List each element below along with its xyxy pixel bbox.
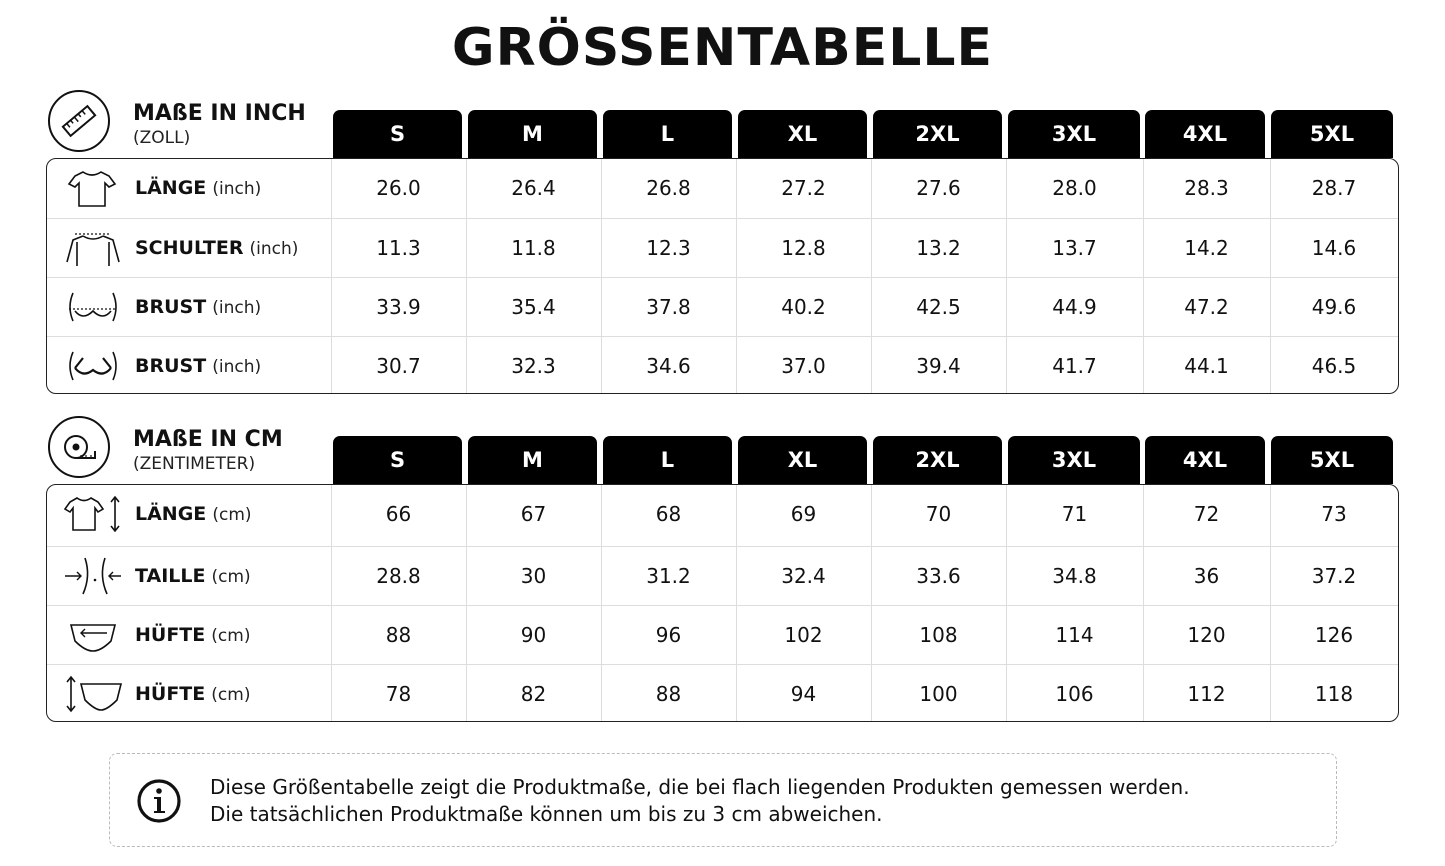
table-cell: 114 xyxy=(1055,623,1094,647)
table-cell: 26.8 xyxy=(646,176,691,200)
table-cell: 32.3 xyxy=(511,354,556,378)
size-tab-4xl: 4XL xyxy=(1145,436,1265,484)
size-tab-xl: XL xyxy=(738,436,867,484)
table-cell: 35.4 xyxy=(511,295,556,319)
table-cell: 37.0 xyxy=(781,354,826,378)
table-cell: 32.4 xyxy=(781,564,826,588)
table-row xyxy=(47,218,1399,277)
tape-measure-icon xyxy=(48,416,110,478)
size-tab-2xl: 2XL xyxy=(873,436,1002,484)
table-cell: 70 xyxy=(925,502,952,526)
table-cell: 96 xyxy=(655,623,682,647)
size-tab-l: L xyxy=(603,436,732,484)
bra-icon xyxy=(61,346,125,386)
row-unit: (inch) xyxy=(212,179,262,199)
size-tab-3xl: 3XL xyxy=(1008,110,1140,158)
table-cell: 118 xyxy=(1314,682,1354,706)
table-cell: 31.2 xyxy=(646,564,691,588)
table-cell: 66 xyxy=(385,502,412,526)
size-tab-5xl: 5XL xyxy=(1271,110,1393,158)
table-cell: 88 xyxy=(655,682,682,706)
table-cell: 37.8 xyxy=(646,295,691,319)
table-cell: 94 xyxy=(790,682,817,706)
table-cell: 12.3 xyxy=(646,236,691,260)
table-cell: 28.0 xyxy=(1052,176,1097,200)
table-cell: 12.8 xyxy=(781,236,826,260)
row-unit: (inch) xyxy=(249,239,299,259)
table-cell: 100 xyxy=(919,682,958,706)
ruler-icon xyxy=(48,90,110,152)
table-cell: 82 xyxy=(520,682,547,706)
table-row xyxy=(47,664,1399,722)
row-unit: (cm) xyxy=(211,626,251,646)
table-cell: 13.7 xyxy=(1052,236,1097,260)
hip-icon xyxy=(61,615,125,655)
table-row xyxy=(47,485,1399,545)
hip-height-icon xyxy=(61,674,125,714)
table-cell: 39.4 xyxy=(916,354,961,378)
cm-subtitle: (ZENTIMETER) xyxy=(133,454,256,474)
table-cell: 46.5 xyxy=(1311,354,1357,378)
table-cell: 88 xyxy=(385,623,412,647)
row-unit: (cm) xyxy=(211,685,251,705)
row-unit: (cm) xyxy=(211,567,251,587)
table-cell: 126 xyxy=(1314,623,1354,647)
table-cell: 68 xyxy=(655,502,682,526)
table-cell: 40.2 xyxy=(781,295,826,319)
chest-icon xyxy=(61,287,125,327)
inch-title: MAßE IN INCH xyxy=(133,101,306,126)
table-cell: 67 xyxy=(520,502,547,526)
size-tab-m: M xyxy=(468,110,597,158)
table-cell: 44.1 xyxy=(1184,354,1229,378)
table-cell: 73 xyxy=(1321,502,1347,526)
row-label: LÄNGE xyxy=(135,177,207,199)
note-line-1: Diese Größentabelle zeigt die Produktmaße, die bei flach liegenden Produkten gemessen werden. xyxy=(210,775,1190,799)
row-label: TAILLE xyxy=(135,565,206,587)
row-unit: (cm) xyxy=(212,505,252,525)
size-tab-m: M xyxy=(468,436,597,484)
table-cell: 71 xyxy=(1061,502,1088,526)
table-row xyxy=(47,605,1399,664)
table-cell: 13.2 xyxy=(916,236,961,260)
table-cell: 14.2 xyxy=(1184,236,1229,260)
row-label: SCHULTER xyxy=(135,237,244,259)
table-cell: 69 xyxy=(790,502,817,526)
table-cell: 102 xyxy=(784,623,823,647)
row-label: HÜFTE xyxy=(135,683,206,705)
page-title: GRÖSSENTABELLE xyxy=(451,18,994,78)
shoulder-icon xyxy=(61,228,125,268)
table-cell: 30.7 xyxy=(376,354,421,378)
table-cell: 112 xyxy=(1187,682,1226,706)
table-cell: 11.3 xyxy=(376,236,421,260)
table-cell: 27.6 xyxy=(916,176,961,200)
table-cell: 26.4 xyxy=(511,176,556,200)
table-cell: 27.2 xyxy=(781,176,826,200)
table-cell: 11.8 xyxy=(511,236,556,260)
row-label: BRUST xyxy=(135,296,207,318)
size-tab-5xl: 5XL xyxy=(1271,436,1393,484)
table-cell: 14.6 xyxy=(1311,236,1357,260)
table-row xyxy=(47,277,1399,336)
table-row xyxy=(47,336,1399,394)
table-cell: 34.6 xyxy=(646,354,691,378)
table-cell: 78 xyxy=(385,682,412,706)
table-cell: 26.0 xyxy=(376,176,421,200)
size-tab-xl: XL xyxy=(738,110,867,158)
table-cell: 90 xyxy=(520,623,547,647)
row-label: HÜFTE xyxy=(135,624,206,646)
cm-table xyxy=(46,484,1399,722)
tshirt-icon xyxy=(61,168,125,208)
table-cell: 47.2 xyxy=(1184,295,1229,319)
table-cell: 33.9 xyxy=(376,295,421,319)
table-cell: 108 xyxy=(919,623,958,647)
size-tab-l: L xyxy=(603,110,732,158)
table-cell: 28.7 xyxy=(1311,176,1357,200)
info-note xyxy=(109,753,1337,847)
row-unit: (inch) xyxy=(212,298,262,318)
row-label: BRUST xyxy=(135,355,207,377)
row-unit: (inch) xyxy=(212,357,262,377)
table-cell: 44.9 xyxy=(1052,295,1097,319)
table-cell: 49.6 xyxy=(1311,295,1357,319)
table-cell: 41.7 xyxy=(1052,354,1097,378)
table-cell: 120 xyxy=(1187,623,1226,647)
info-icon xyxy=(136,778,182,824)
inch-subtitle: (ZOLL) xyxy=(133,128,191,148)
table-cell: 36 xyxy=(1193,564,1220,588)
inch-table xyxy=(46,158,1399,394)
row-label: LÄNGE xyxy=(135,503,207,525)
table-cell: 72 xyxy=(1193,502,1220,526)
size-tab-2xl: 2XL xyxy=(873,110,1002,158)
table-cell: 42.5 xyxy=(916,295,961,319)
table-cell: 33.6 xyxy=(916,564,961,588)
table-cell: 34.8 xyxy=(1052,564,1097,588)
table-cell: 28.8 xyxy=(376,564,421,588)
table-cell: 28.3 xyxy=(1184,176,1229,200)
table-cell: 37.2 xyxy=(1311,564,1357,588)
table-row xyxy=(47,159,1399,217)
note-line-2: Die tatsächlichen Produktmaße können um bis zu 3 cm abweichen. xyxy=(210,802,883,826)
size-tab-3xl: 3XL xyxy=(1008,436,1140,484)
table-cell: 106 xyxy=(1055,682,1094,706)
size-tab-s: S xyxy=(333,110,462,158)
cm-title: MAßE IN CM xyxy=(133,427,283,452)
tshirt-length-icon xyxy=(61,494,125,534)
table-cell: 30 xyxy=(520,564,547,588)
table-row xyxy=(47,546,1399,605)
size-tab-s: S xyxy=(333,436,462,484)
waist-icon xyxy=(61,556,125,596)
size-tab-4xl: 4XL xyxy=(1145,110,1265,158)
